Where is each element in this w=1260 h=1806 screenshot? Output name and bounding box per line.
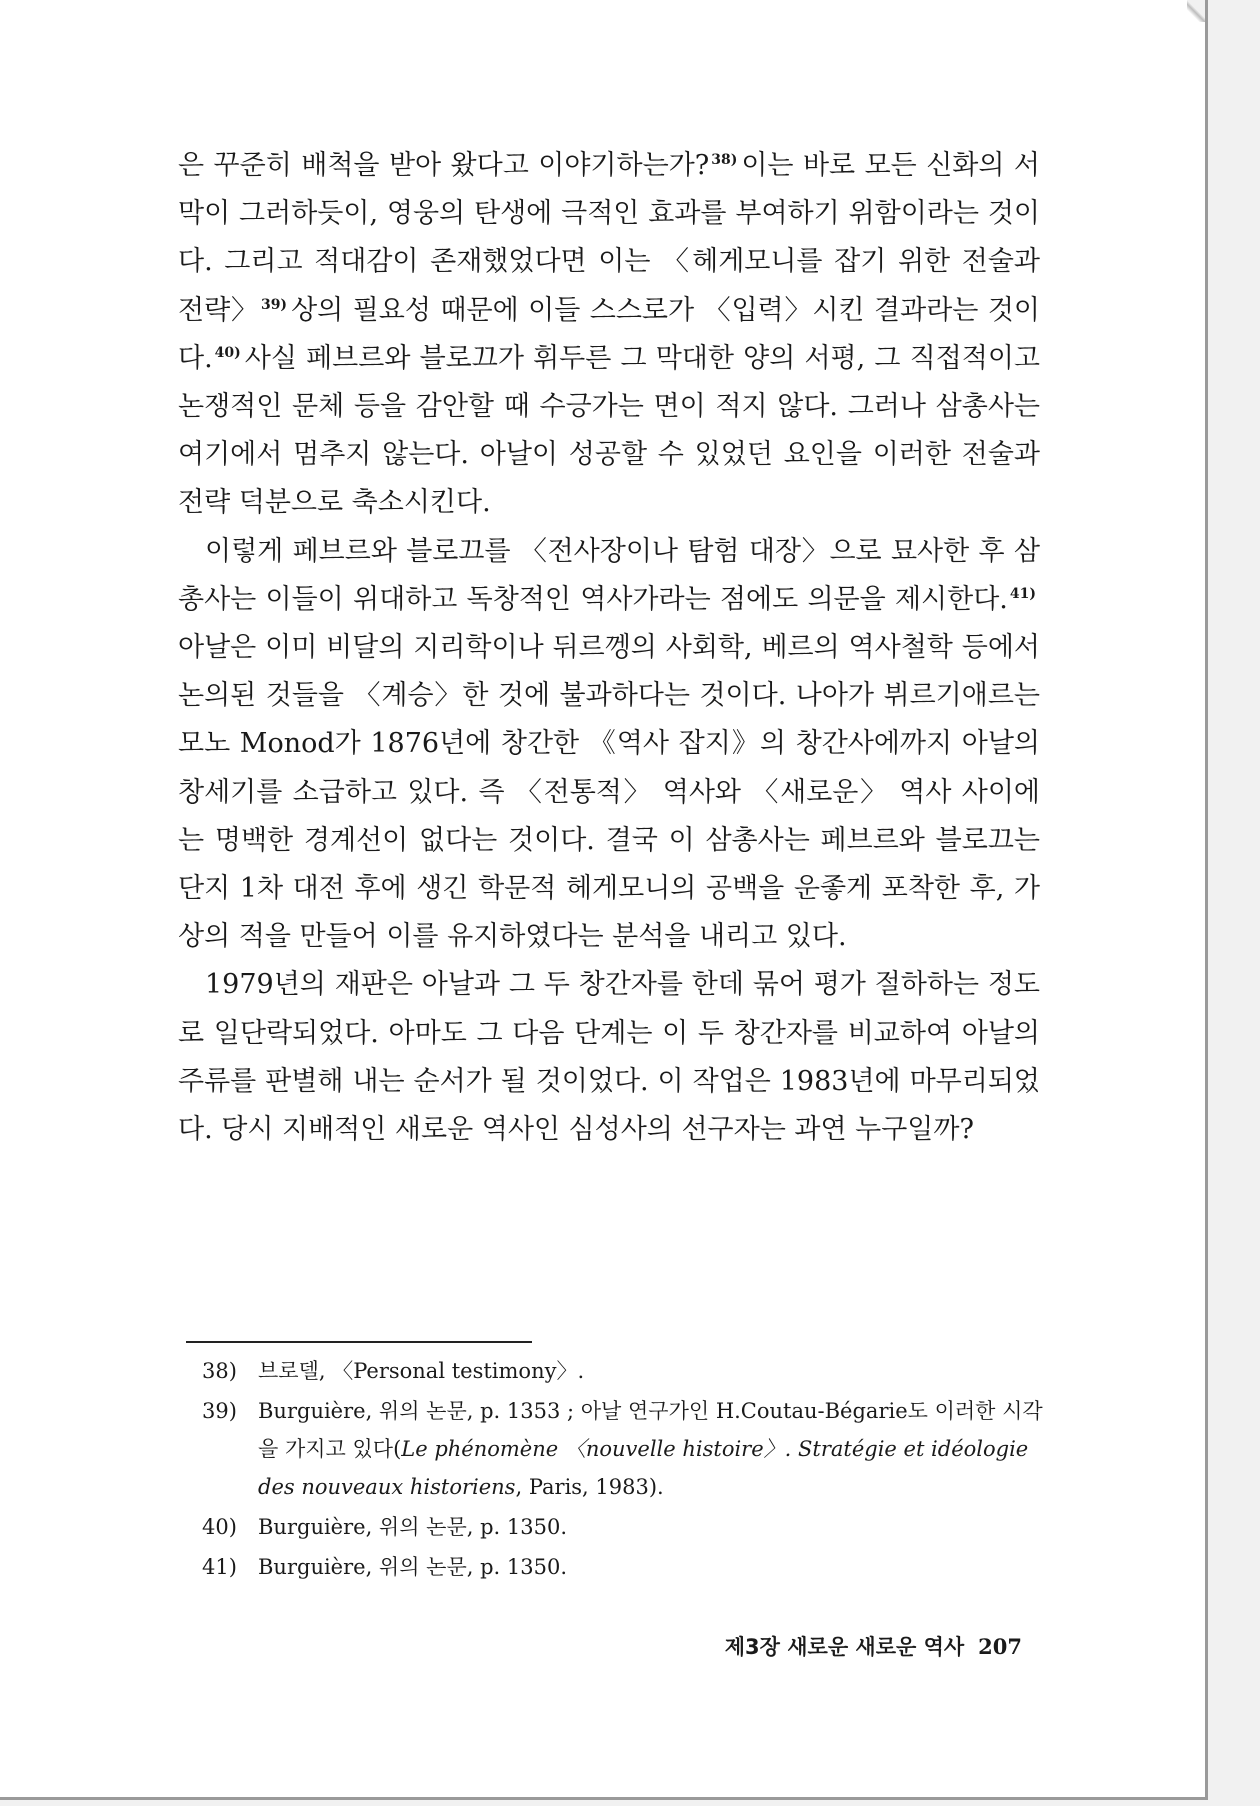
footnote [202,1392,1048,1506]
text-run: 이는 바로 모든 신화의 서막이 그러하듯이, 영웅의 탄생에 극적인 효과를 부여하기 위함이라는 것이다. 그리고 적대감이 존재했었다면 이는 〈헤게모니를 잡기 위한 전술과 전략〉 [178,150,1040,326]
footnote-reference[interactable]: 39) [260,296,288,313]
text-run: 은 꾸준히 배척을 받아 왔다고 이야기하는가? [178,150,710,181]
paragraph [178,142,1040,528]
running-footer [700,1631,1022,1661]
footnote-number: 38) [202,1359,237,1383]
text-run: 1979년의 재판은 아날과 그 두 창간자를 한데 묶어 평가 절하하는 정도로 일단락되었다. 아마도 그 다음 단계는 이 두 창간자를 비교하여 아날의 주류를 판별해 내는 순서가 될 것이었다. 이 작업은 1983년에 마무리되었다. 당시 지배적인 새로운 역사인 심성사의 선구자는 과연 누구일까? [178,969,1040,1146]
page-corner [1187,0,1205,22]
italic-title: Le phénomène 〈nouvelle histoire〉. Stratégie et idéologie des nouveaux historiens [258,1437,1029,1499]
footnote [202,1352,1048,1390]
paragraph [178,528,1040,962]
page-number: 207 [978,1634,1022,1659]
text-run: Burguière, 위의 논문, p. 1353 ; 아날 연구가인 H.Coutau-Bégarie도 이러한 시각을 가지고 있다( [258,1399,1043,1461]
footnote-text [258,1508,1048,1546]
body-text [178,142,1040,1154]
footnote-divider [186,1341,532,1343]
footnote-text [258,1548,1048,1586]
text-run: Burguière, 위의 논문, p. 1350. [258,1555,568,1579]
text-run: Burguière, 위의 논문, p. 1350. [258,1515,568,1539]
text-run: 상의 필요성 때문에 이들 스스로가 〈입력〉시킨 결과라는 것이다. [178,294,1041,374]
text-run: 브로델, 〈Personal testimony〉. [258,1359,585,1383]
footnote-reference[interactable]: 40) [214,344,241,361]
footnote [202,1548,1048,1586]
text-run: , Paris, 1983). [515,1475,664,1499]
text-run: 아날은 이미 비달의 지리학이나 뒤르껭의 사회학, 베르의 역사철학 등에서 논의된 것들을 〈계승〉한 것에 불과하다는 것이다. 나아가 뷔르기애르는 모노 Monod가 1876년에 창간한 《역사 잡지》의 창간사에까지 아날의 창세기를 소급하고 있다. 즉 〈전통적〉 역사와 〈새로운〉 역사 사이에는 명백한 경계선이 없다는 것이다. 결국 이 삼총사는 페브르와 블로끄는 단지 1차 대전 후에 생긴 학문적 헤게모니의 공백을 운좋게 포착한 후, 가상의 적을 만들어 이를 유지하였다는 분석을 내리고 있다. [178,632,1040,953]
footnotes [202,1352,1048,1588]
footnote-number: 40) [202,1515,237,1539]
paragraph [178,961,1040,1154]
footnote-reference[interactable]: 41) [1009,585,1036,602]
footnote-number: 39) [202,1399,237,1423]
text-run: 이렇게 페브르와 블로끄를 〈전사장이나 탐험 대장〉으로 묘사한 후 삼총사는 이들이 위대하고 독창적인 역사가라는 점에도 의문을 제시한다. [178,535,1040,615]
footnote-number: 41) [202,1555,237,1579]
footnote-text [258,1352,1048,1390]
footnote [202,1508,1048,1546]
chapter-title: 제3장 새로운 새로운 역사 [724,1635,965,1659]
footnote-text [258,1392,1048,1506]
footnote-reference[interactable]: 38) [711,152,738,168]
text-run: 사실 페브르와 블로끄가 휘두른 그 막대한 양의 서평, 그 직접적이고 논쟁적인 문체 등을 감안할 때 수긍가는 면이 적지 않다. 그러나 삼총사는 여기에서 멈추지 않는다. 아날이 성공할 수 있었던 요인을 이러한 전술과 전략 덕분으로 축소시킨다. [178,342,1040,519]
